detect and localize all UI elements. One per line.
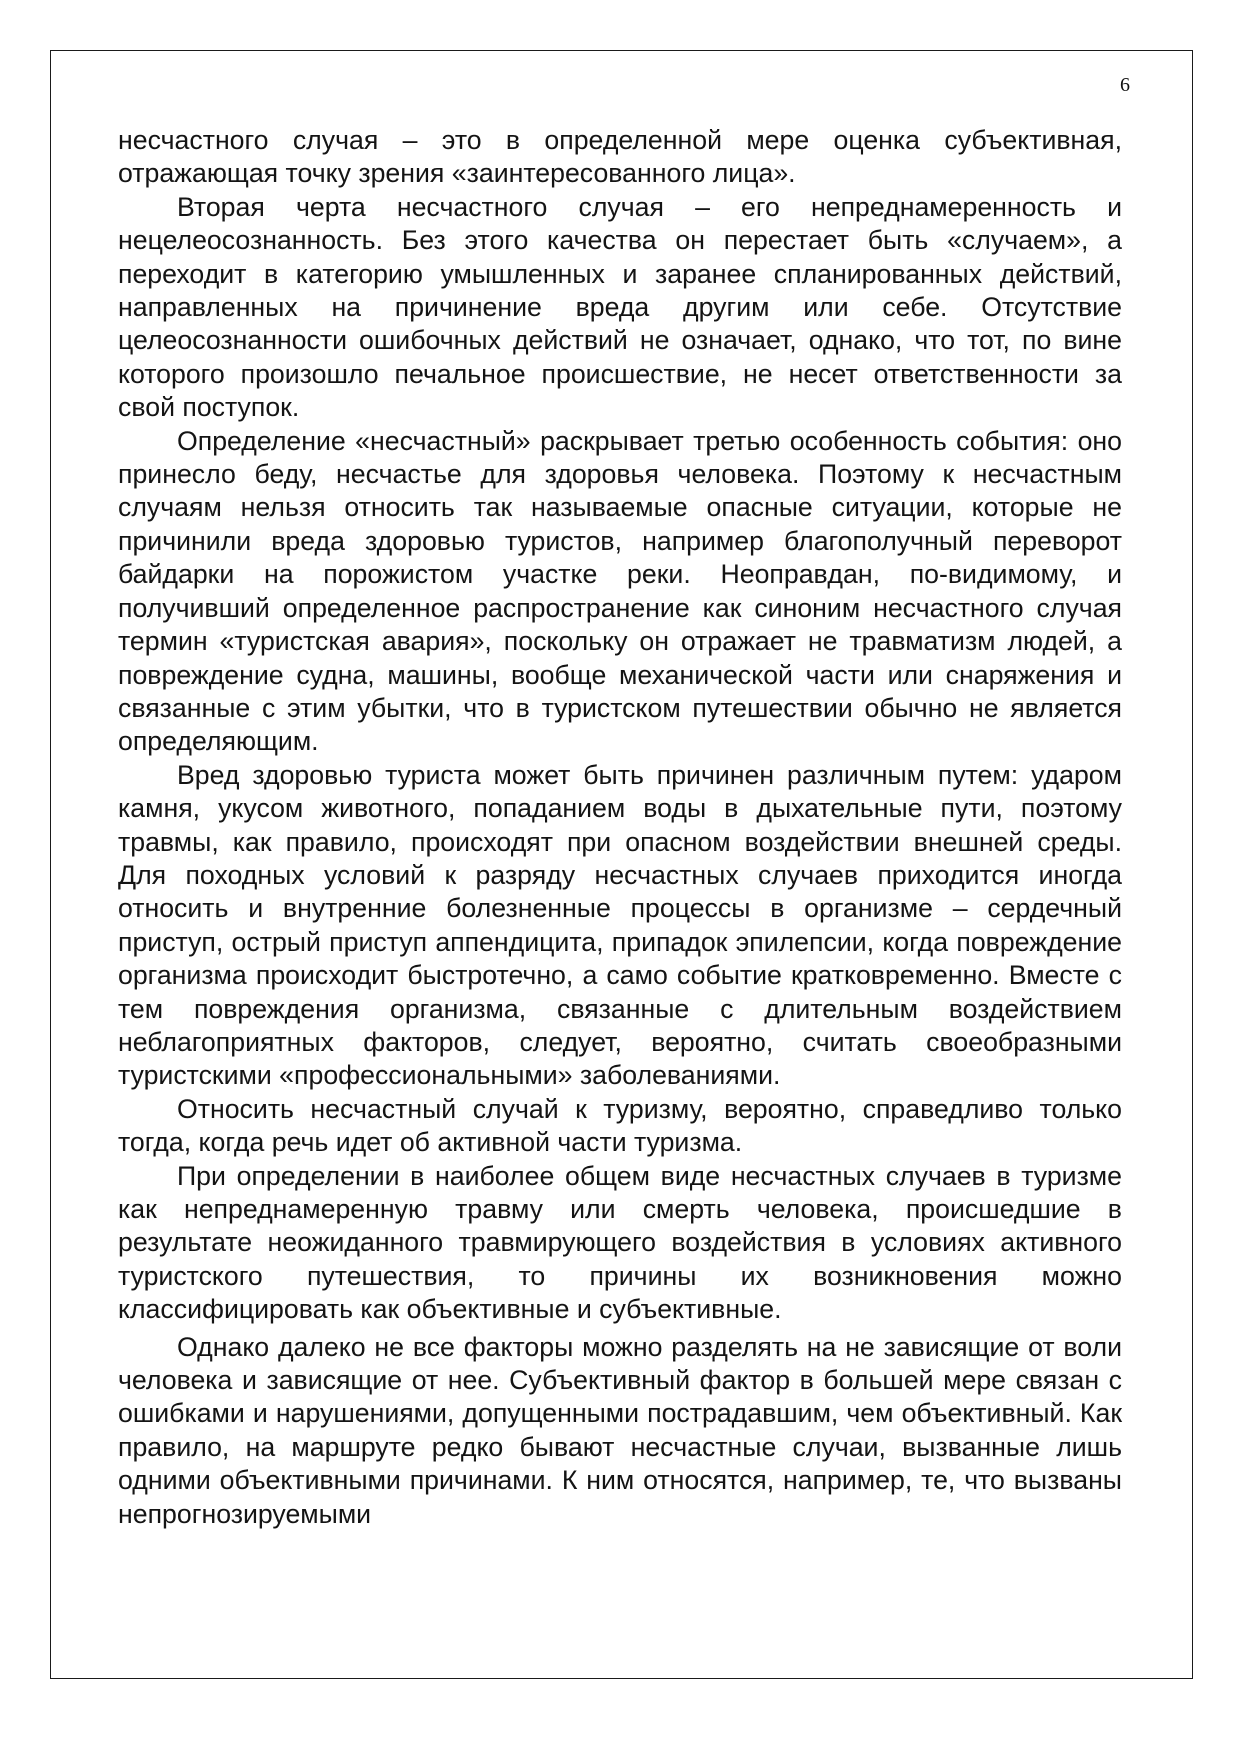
paragraph-4: Вред здоровью туриста может быть причинен различным путем: ударом камня, укусом животного, попаданием воды в дыхательные пути, поэтому травмы, как правило, происходят при опасном воздействии внешней среды. Для походных условий к разряду несчастных случаев приходится иногда относить и внутренние болезненные процессы в организме – сердечный приступ, острый приступ аппендицита, припадок эпилепсии, когда повреждение организма происходит быстротечно, а само событие кратковременно. Вместе с тем повреждения организма, связанные с длительным воздействием неблагоприятных факторов, следует, вероятно, считать своеобразными туристскими «профессиональными» заболеваниями. [118, 759, 1122, 1091]
document-body [118, 124, 1122, 1531]
paragraph-1: несчастного случая – это в определенной мере оценка субъективная, отражающая точку зрения «заинтересованного лица». [118, 125, 1122, 189]
paragraph-3: Определение «несчастный» раскрывает третью особенность события: оно принесло беду, несчастье для здоровья человека. Поэтому к несчастным случаям нельзя относить так называемые опасные ситуации, которые не причинили вреда здоровью туристов, например благополучный переворот байдарки на порожистом участке реки. Неоправдан, по-видимому, и получивший определенное распространение как синоним несчастного случая термин «туристская авария», поскольку он отражает не травматизм людей, а повреждение судна, машины, вообще механической части или снаряжения и связанные с этим убытки, что в туристском путешествии обычно не является определяющим. [118, 425, 1122, 757]
paragraph-7: Однако далеко не все факторы можно разделять на не зависящие от воли человека и зависящие от нее. Субъективный фактор в большей мере связан с ошибками и нарушениями, допущенными пострадавшим, чем объективный. Как правило, на маршруте редко бывают несчастные случаи, вызванные лишь одними объективными причинами. К ним относятся, например, те, что вызваны непрогнозируемыми [118, 1331, 1122, 1529]
paragraph-2: Вторая черта несчастного случая – его непреднамеренность и нецелеосознанность. Без этого качества он перестает быть «случаем», а переходит в категорию умышленных и заранее спланированных действий, направленных на причинение вреда другим или себе. Отсутствие целеосознанности ошибочных действий не означает, однако, что тот, по вине которого произошло печальное происшествие, не несет ответственности за свой поступок. [118, 191, 1122, 423]
paragraph-6: При определении в наиболее общем виде несчастных случаев в туризме как непреднамеренную травму или смерть человека, происшедшие в результате неожиданного травмирующего воздействия в условиях активного туристского путешествия, то причины их возникновения можно классифицировать как объективные и субъективные. [118, 1160, 1122, 1325]
page-number: 6 [1120, 74, 1130, 96]
paragraph-5: Относить несчастный случай к туризму, вероятно, справедливо только тогда, когда речь идет об активной части туризма. [118, 1093, 1122, 1158]
